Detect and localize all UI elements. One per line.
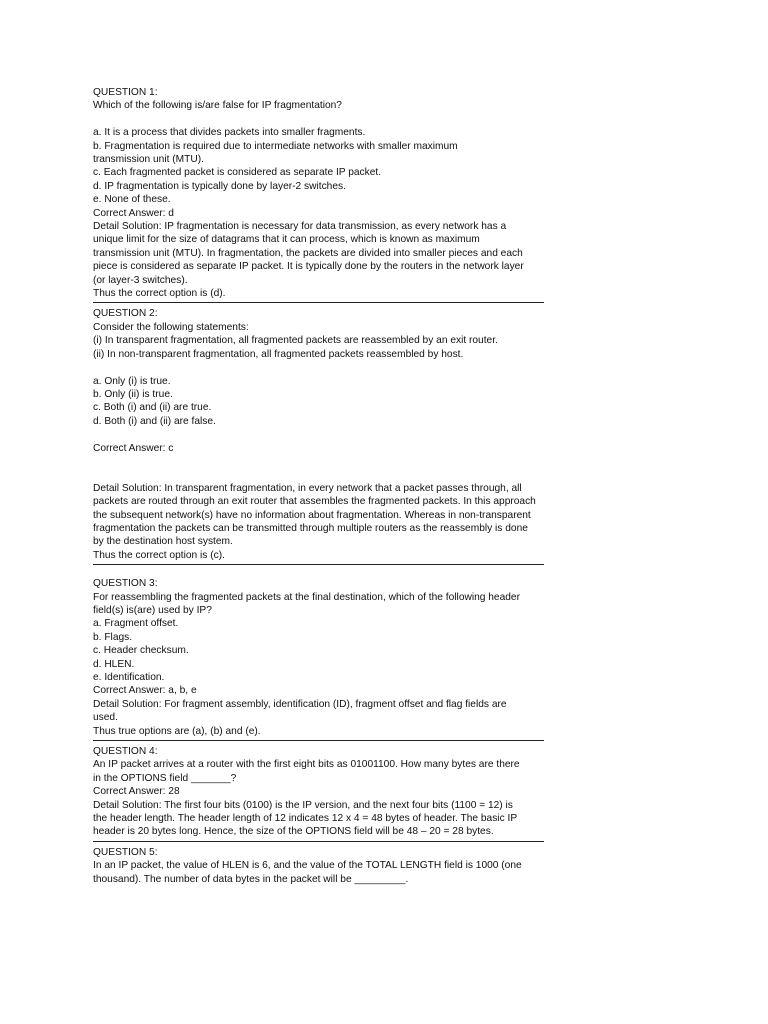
separator-line [93, 740, 544, 741]
option-a: a. Only (i) is true. [93, 375, 171, 387]
correct-answer: Correct Answer: d [93, 207, 174, 219]
option-e: e. None of these. [93, 194, 171, 206]
question-prompt-cont: in the OPTIONS field _______? [93, 772, 237, 784]
statement-i: (i) In transparent fragmentation, all fragmented packets are reassembled by an exit router. [93, 335, 498, 347]
question-2 [93, 307, 553, 562]
statement-ii: (ii) In non-transparent fragmentation, all fragmented packets reassembled by host. [93, 348, 464, 360]
solution-line: used. [93, 712, 118, 724]
question-heading: QUESTION 3: [93, 578, 158, 590]
question-prompt-cont: field(s) is(are) used by IP? [93, 604, 212, 616]
correct-answer: Correct Answer: c [93, 442, 174, 454]
separator-line [93, 841, 544, 842]
solution-line: Thus the correct option is (c). [93, 549, 225, 561]
solution-line: the subsequent network(s) have no information about fragmentation. Whereas in non-transparent [93, 509, 531, 521]
question-heading: QUESTION 5: [93, 846, 158, 858]
question-prompt: Which of the following is/are false for IP fragmentation? [93, 100, 342, 112]
option-d: d. Both (i) and (ii) are false. [93, 415, 216, 427]
question-prompt: In an IP packet, the value of HLEN is 6, and the value of the TOTAL LENGTH field is 1000 (one [93, 860, 522, 872]
solution-line: packets are routed through an exit router that assembles the fragmented packets. In this approach [93, 496, 536, 508]
solution-line: (or layer-3 switches). [93, 274, 188, 286]
separator-line [93, 564, 544, 565]
solution-line: by the destination host system. [93, 536, 233, 548]
option-a: a. Fragment offset. [93, 618, 179, 630]
solution-line: header is 20 bytes long. Hence, the size of the OPTIONS field will be 48 – 20 = 28 bytes. [93, 826, 494, 838]
solution-line: Thus the correct option is (d). [93, 288, 226, 300]
option-b: b. Fragmentation is required due to intermediate networks with smaller maximum [93, 140, 458, 152]
option-d: d. IP fragmentation is typically done by layer-2 switches. [93, 180, 346, 192]
option-b: b. Only (ii) is true. [93, 388, 173, 400]
option-c: c. Both (i) and (ii) are true. [93, 402, 212, 414]
question-prompt: Consider the following statements: [93, 321, 249, 333]
document-body [93, 86, 553, 886]
solution-line: the header length. The header length of 12 indicates 12 x 4 = 48 bytes of header. The basic IP [93, 813, 518, 825]
solution-line: transmission unit (MTU). In fragmentation, the packets are divided into smaller pieces and each [93, 247, 523, 259]
option-c: c. Each fragmented packet is considered as separate IP packet. [93, 167, 382, 179]
option-b: b. Flags. [93, 631, 133, 643]
option-c: c. Header checksum. [93, 645, 189, 657]
question-heading: QUESTION 1: [93, 87, 158, 98]
solution-line: piece is considered as separate IP packet. It is typically done by the routers in the network layer [93, 261, 524, 273]
question-prompt: For reassembling the fragmented packets at the final destination, which of the following header [93, 591, 520, 603]
question-heading: QUESTION 2: [93, 308, 158, 320]
option-b-cont: transmission unit (MTU). [93, 154, 204, 166]
correct-answer: Correct Answer: 28 [93, 786, 180, 798]
solution-line: unique limit for the size of datagrams that it can process, which is known as maximum [93, 234, 480, 246]
option-a: a. It is a process that divides packets into smaller fragments. [93, 127, 366, 139]
solution-line: Detail Solution: For fragment assembly, identification (ID), fragment offset and flag fields are [93, 698, 507, 710]
option-e: e. Identification. [93, 672, 165, 683]
question-heading: QUESTION 4: [93, 746, 158, 758]
question-prompt: An IP packet arrives at a router with the first eight bits as 01001100. How many bytes are there [93, 759, 520, 771]
solution-line: Thus true options are (a), (b) and (e). [93, 725, 261, 737]
question-4 [93, 745, 553, 839]
solution-line: fragmentation the packets can be transmitted through multiple routers as the reassembly is done [93, 522, 528, 534]
question-1 [93, 86, 553, 300]
correct-answer: Correct Answer: a, b, e [93, 685, 197, 697]
option-d: d. HLEN. [93, 658, 135, 670]
question-prompt-cont: thousand). The number of data bytes in the packet will be _________. [93, 873, 409, 885]
question-5 [93, 846, 553, 886]
solution-line: Detail Solution: In transparent fragmentation, in every network that a packet passes through, all [93, 482, 522, 494]
separator-line [93, 302, 544, 303]
question-3 [93, 577, 553, 738]
solution-line: Detail Solution: The first four bits (0100) is the IP version, and the next four bits (1100 = 12) is [93, 799, 513, 811]
solution-line: Detail Solution: IP fragmentation is necessary for data transmission, as every network has a [93, 221, 507, 233]
